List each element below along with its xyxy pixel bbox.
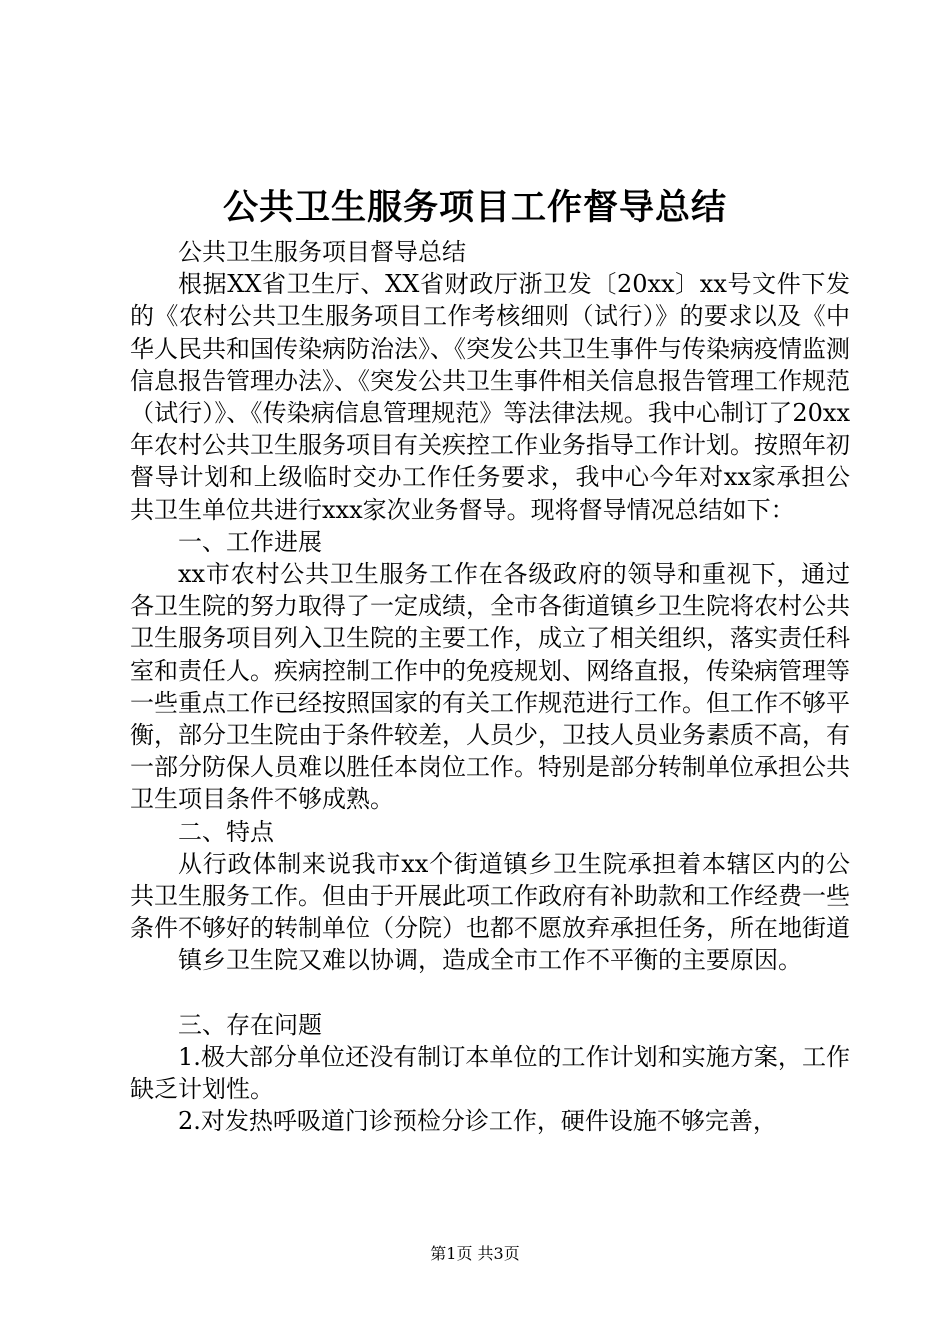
- page-footer: 第1页 共3页: [430, 1244, 520, 1263]
- section-heading-progress: 一、工作进展: [178, 527, 322, 556]
- document-title: 公共卫生服务项目工作督导总结: [222, 187, 727, 228]
- document-body: [130, 236, 850, 1138]
- features-paragraph-continued: 镇乡卫生院又难以协调，造成全市工作不平衡的主要原因。: [178, 946, 802, 975]
- blank-line: [130, 977, 850, 1009]
- intro-paragraph: 根据XX省卫生厅、XX省财政厅浙卫发〔20xx〕xx号文件下发的《农村公共卫生服务项目工作考核细则（试行）》的要求以及《中华人民共和国传染病防治法》、《突发公共卫生事件与传染病疫情监测信息报告管理办法》、《突发公共卫生事件相关信息报告管理工作规范（试行）》、《传染病信息管理规范》等法律法规。我中心制订了20xx年农村公共卫生服务项目有关疾控工作业务指导工作计划。按照年初督导计划和上级临时交办工作任务要求，我中心今年对xx家承担公共卫生单位共进行xxx家次业务督导。现将督导情况总结如下：: [130, 270, 850, 524]
- subtitle-paragraph: 公共卫生服务项目督导总结: [178, 238, 466, 266]
- problem-item-1: 1.极大部分单位还没有制订本单位的工作计划和实施方案，工作缺乏计划性。: [130, 1043, 850, 1104]
- features-paragraph: 从行政体制来说我市xx个街道镇乡卫生院承担着本辖区内的公共卫生服务工作。但由于开展此项工作政府有补助款和工作经费一些条件不够好的转制单位（分院）也都不愿放弃承担任务，所在地街道: [130, 849, 850, 943]
- section-heading-features: 二、特点: [178, 817, 274, 846]
- section-heading-problems: 三、存在问题: [178, 1010, 322, 1039]
- problem-item-2: 2.对发热呼吸道门诊预检分诊工作，硬件设施不够完善，: [178, 1107, 777, 1136]
- progress-paragraph: xx市农村公共卫生服务工作在各级政府的领导和重视下，通过各卫生院的努力取得了一定成绩，全市各街道镇乡卫生院将农村公共卫生服务项目列入卫生院的主要工作，成立了相关组织，落实责任科室和责任人。疾病控制工作中的免疫规划、网络直报，传染病管理等一些重点工作已经按照国家的有关工作规范进行工作。但工作不够平衡，部分卫生院由于条件较差，人员少，卫技人员业务素质不高，有一部分防保人员难以胜任本岗位工作。特别是部分转制单位承担公共卫生项目条件不够成熟。: [130, 560, 850, 814]
